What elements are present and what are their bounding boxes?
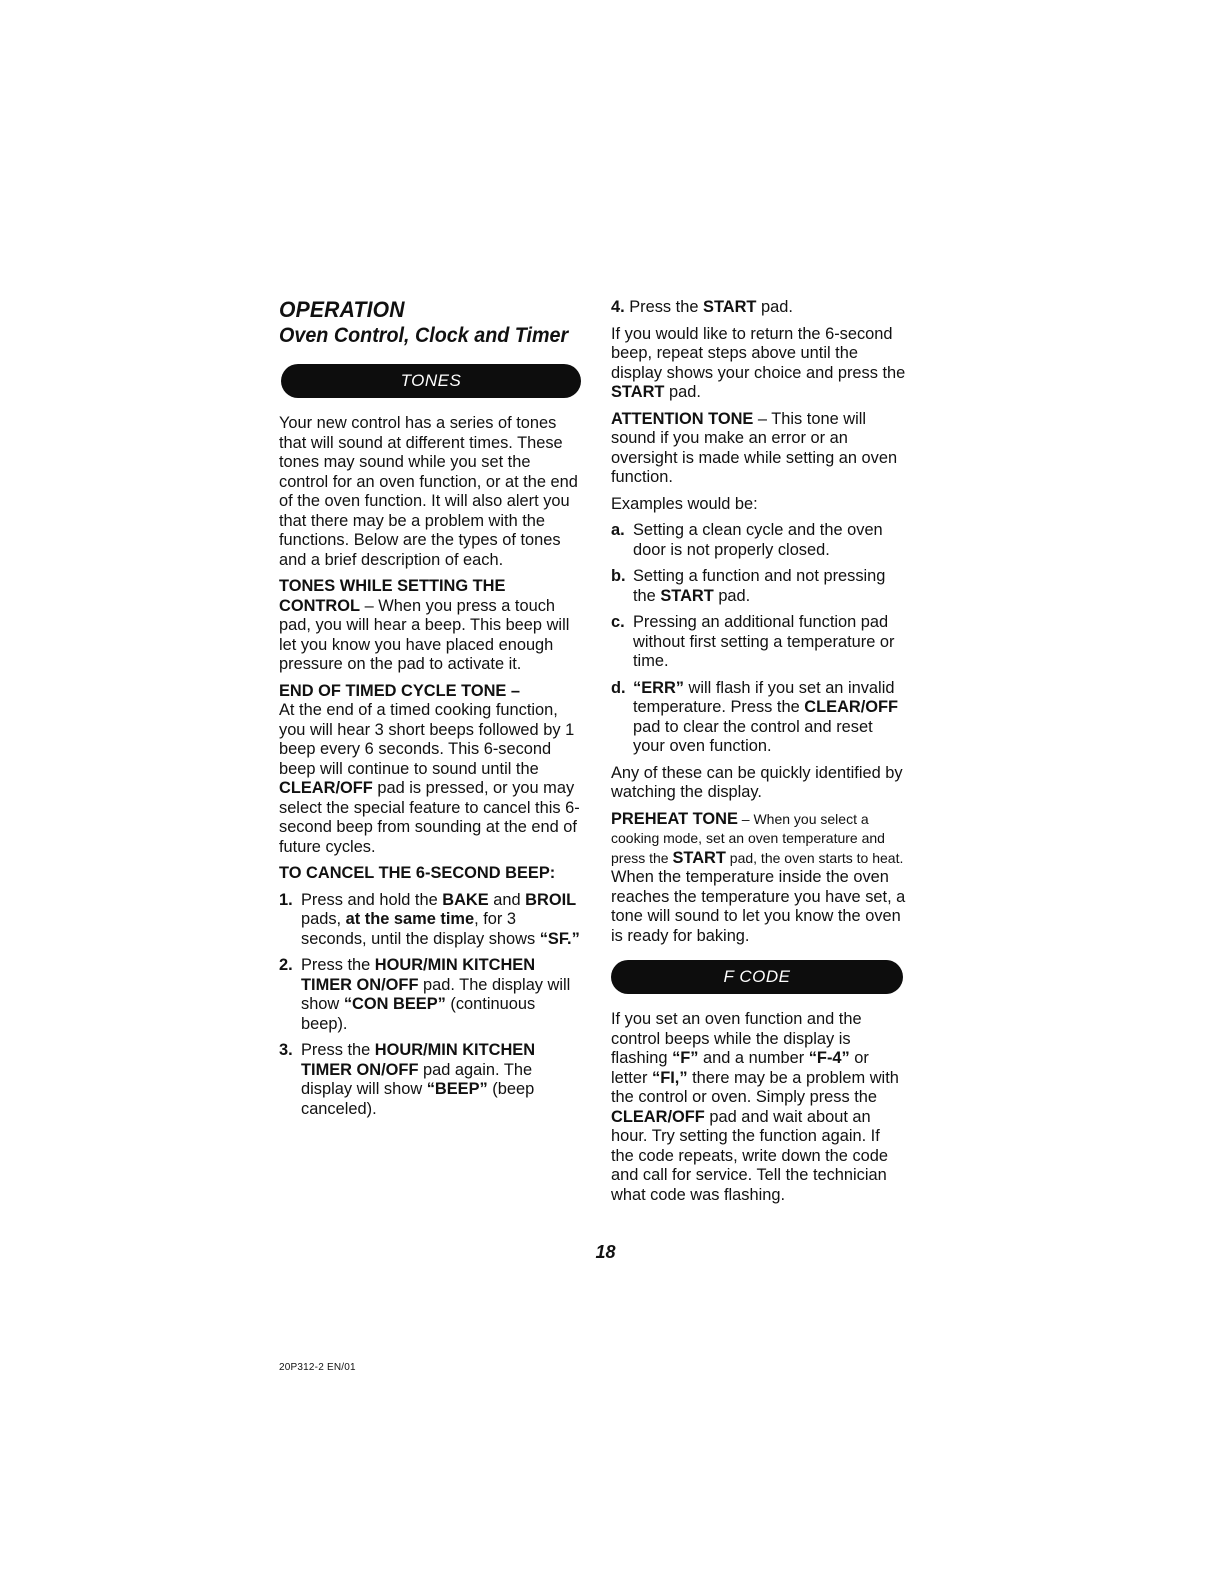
fcode-banner [611,960,903,994]
return-text-2: pad. [664,383,701,401]
end-cycle-paragraph [279,682,584,858]
cancel-heading-text: TO CANCEL THE 6-SECOND BEEP: [279,864,556,882]
preheat-paragraph [611,810,906,947]
step-bold: HOUR/MIN KITCHEN TIMER ON/OFF [301,956,536,994]
step-text: pads, [301,910,346,928]
preheat-heading: PREHEAT TONE [611,809,738,828]
example-marker: a. [611,521,625,539]
step-text: Press the [301,956,375,974]
step-bold: HOUR/MIN KITCHEN TIMER ON/OFF [301,1041,536,1079]
document-code: 20P312-2 EN/01 [279,1362,356,1373]
section-title: OPERATION [279,297,405,322]
tones-setting-paragraph [279,577,584,675]
fcode-text: If you set an oven function and the control beeps while the display is flashing [611,1010,862,1067]
tones-banner [281,364,581,398]
example-text: Setting a function and not pressing the [633,567,886,605]
preheat-text: When the temperature inside the oven reaches the temperature you have set, a tone will sound to let you know the oven is ready for baking. [611,868,906,945]
fcode-text: and a number [698,1049,809,1067]
examples-label: Examples would be: [611,494,758,513]
example-text: Pressing an additional function pad without first setting a temperature or time. [633,613,895,670]
example-marker: b. [611,567,626,585]
cancel-step [279,891,584,950]
preheat-small-2: pad, the oven starts to heat. [725,849,904,866]
step-text: pad. [756,298,793,316]
left-column [279,298,584,1126]
fcode-text: or letter [611,1049,869,1087]
step-bold: “SF.” [539,929,580,948]
attention-heading: ATTENTION TONE [611,409,754,428]
step-bold: BROIL [525,890,577,909]
cancel-heading [279,864,584,884]
preheat-small-1: – When you select a cooking mode, set an oven temperature and press the [611,810,885,866]
tones-setting-heading: TONES WHILE SETTING THE CONTROL [279,577,506,615]
step-bold: START [703,298,757,316]
fcode-bold: “FI,” [652,1068,688,1087]
attention-text: – This tone will sound if you make an error or an oversight is made while setting an oven function. [611,409,898,486]
cancel-steps-list [279,891,584,1120]
fcode-text: pad and wait about an hour. Try setting the function again. If the code repeats, write down the code and call for service. Tell the technician what code was flashing. [611,1107,888,1204]
examples-list [611,521,906,757]
example-item [611,567,906,606]
fcode-banner-label: F CODE [723,967,791,987]
fcode-bold: “F-4” [808,1049,850,1067]
step-bold: “BEEP” [426,1080,488,1098]
tones-banner-label: TONES [400,371,462,391]
step-bold: BAKE [442,890,489,909]
right-column [611,298,906,1212]
end-cycle-bold: CLEAR/OFF [279,779,373,797]
tones-setting-text: – When you press a touch pad, you will hear a beep. This beep will let you know you have placed enough pressure on the pad to activate it. [279,596,570,673]
end-cycle-heading: END OF TIMED CYCLE TONE – [279,681,521,700]
step-text: Press and hold the [301,890,443,909]
cancel-step [279,1041,584,1119]
return-bold: START [611,383,665,401]
example-item [611,613,906,672]
step-text: pad again. The display will show [301,1060,533,1098]
cancel-step [279,956,584,1034]
section-subtitle: Oven Control, Clock and Timer [279,324,569,347]
step-bold: “CON BEEP” [343,995,446,1013]
end-cycle-text-2: pad is pressed, or you may select the special feature to cancel this 6-second beep from sounding at the end of future cycles. [279,779,580,856]
end-cycle-text-1: At the end of a timed cooking function, you will hear 3 short beeps followed by 1 beep every 6 seconds. This 6-second beep will continue to sound until the [279,701,575,778]
fcode-bold: “F” [672,1049,699,1067]
return-text-1: If you would like to return the 6-second beep, repeat steps above until the display shows your choice and press the [611,324,906,382]
example-text: Setting a clean cycle and the oven door is not properly closed. [633,521,883,559]
example-text: pad. [713,586,751,605]
preheat-bold: START [672,848,726,867]
step-text: , for 3 seconds, until the display shows [301,910,540,948]
cancel-steps-continued [611,298,906,318]
step-marker: 3. [279,1041,293,1059]
return-beep-paragraph [611,325,906,403]
step-bold: at the same time [345,910,475,928]
identify-text: Any of these can be quickly identified by watching the display. [611,763,903,801]
example-bold: “ERR” [633,678,684,697]
tones-intro: Your new control has a series of tones that will sound at different times. These tones may sound while you set the control for an oven function, or at the end of the oven function. It will also alert you that there may be a problem with the functions. Below are the types of tones and a brief description of each. [279,414,578,569]
example-bold: CLEAR/OFF [804,698,899,716]
example-bold: START [660,586,714,605]
step-marker: 2. [279,956,293,974]
fcode-paragraph [611,1010,906,1205]
example-item [611,521,906,560]
step-text: (beep canceled). [301,1080,535,1118]
step-text: Press the [301,1041,375,1059]
example-marker: c. [611,613,625,631]
step-text: (continuous beep). [301,995,536,1033]
example-text: pad to clear the control and reset your oven function. [633,717,873,755]
step-marker: 1. [279,890,293,909]
attention-paragraph [611,410,906,488]
fcode-text: there may be a problem with the control or oven. Simply press the [611,1068,899,1106]
fcode-bold: CLEAR/OFF [611,1107,705,1126]
page-number: 18 [595,1242,616,1262]
step-text: and [488,890,526,909]
step-text: pad. The display will show [301,975,571,1013]
example-marker: d. [611,678,626,697]
example-text: will flash if you set an invalid temperature. Press the [633,678,895,716]
step-text: Press the [629,298,704,316]
cancel-step [611,298,906,318]
step-marker: 4. [611,298,625,316]
example-item [611,679,906,757]
